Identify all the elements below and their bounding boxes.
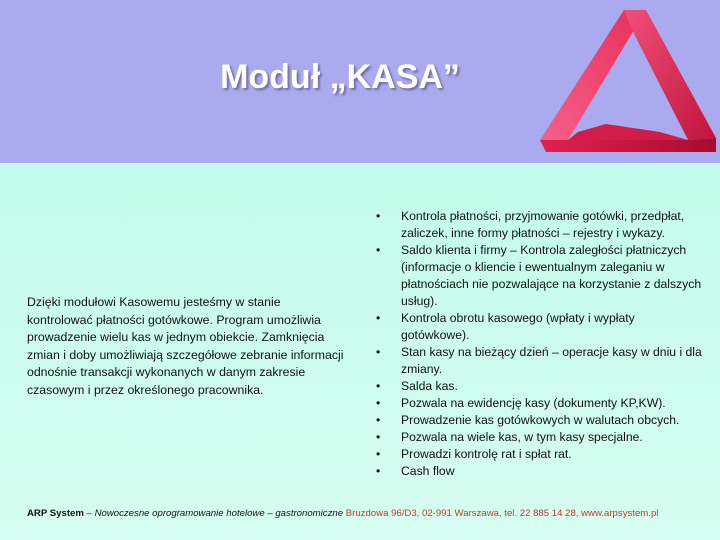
module-description: Dzięki modułowi Kasowemu jesteśmy w stanie kontrolować płatności gotówkowe. Program umożliwia prowadzenie wielu kas w jednym obiekcie. Zamknięcia zmian i doby umożliwiają szczegółowe zebranie informacji odnośnie transakcji wykonanych w danym zakresie czasowym i przez określonego pracownika. [27,295,344,397]
feature-list [376,208,706,480]
footer-address: Bruzdowa 96/D3, 02-991 Warszawa, tel. 22 885 14 28, www.arpsystem.pl [343,508,659,519]
bullet-icon: • [376,311,381,325]
list-item: • Prowadzenie kas gotówkowych w walutach obcych. [376,413,680,427]
list-item: • Cash flow [376,464,455,478]
list-item: • Kontrola obrotu kasowego (wpłaty i wypłaty gotówkowe). [376,311,635,342]
list-item: • Pozwala na ewidencję kasy (dokumenty KP,KW). [376,396,666,410]
list-item: • Kontrola płatności, przyjmowanie gotówki, przedpłat, zaliczek, inne formy płatności – rejestry i wykazy. [376,209,685,240]
list-item: • Pozwala na wiele kas, w tym kasy specjalne. [376,430,643,444]
list-item: • Prowadzi kontrolę rat i spłat rat. [376,447,572,461]
bullet-icon: • [376,209,381,223]
footer-separator: – [83,508,95,519]
bullet-icon: • [376,379,381,393]
list-item: • Salda kas. [376,379,458,393]
bullet-icon: • [376,413,381,427]
bullet-icon: • [376,396,381,410]
bullet-icon: • [376,447,381,461]
footer-brand: ARP System [27,508,84,519]
footer-tagline: Nowoczesne oprogramowanie hotelowe – gastronomiczne [94,508,344,519]
list-item: • Stan kasy na bieżący dzień – operacje kasy w dniu i dla zmiany. [376,345,702,376]
footer [27,508,707,519]
bullet-icon: • [376,430,381,444]
bullet-icon: • [376,464,381,478]
impossible-triangle-logo-icon [538,6,718,156]
bullet-icon: • [376,243,381,257]
list-item: • Saldo klienta i firmy – Kontrola zaległości płatniczych (informacje o kliencie i ewentualnym zaleganiu w płatnościach nie pozwalające na korzystanie z dalszych usług). [376,243,702,308]
page-title: Moduł „KASA” [220,58,460,96]
header-band [0,0,720,163]
bullet-icon: • [376,345,381,359]
